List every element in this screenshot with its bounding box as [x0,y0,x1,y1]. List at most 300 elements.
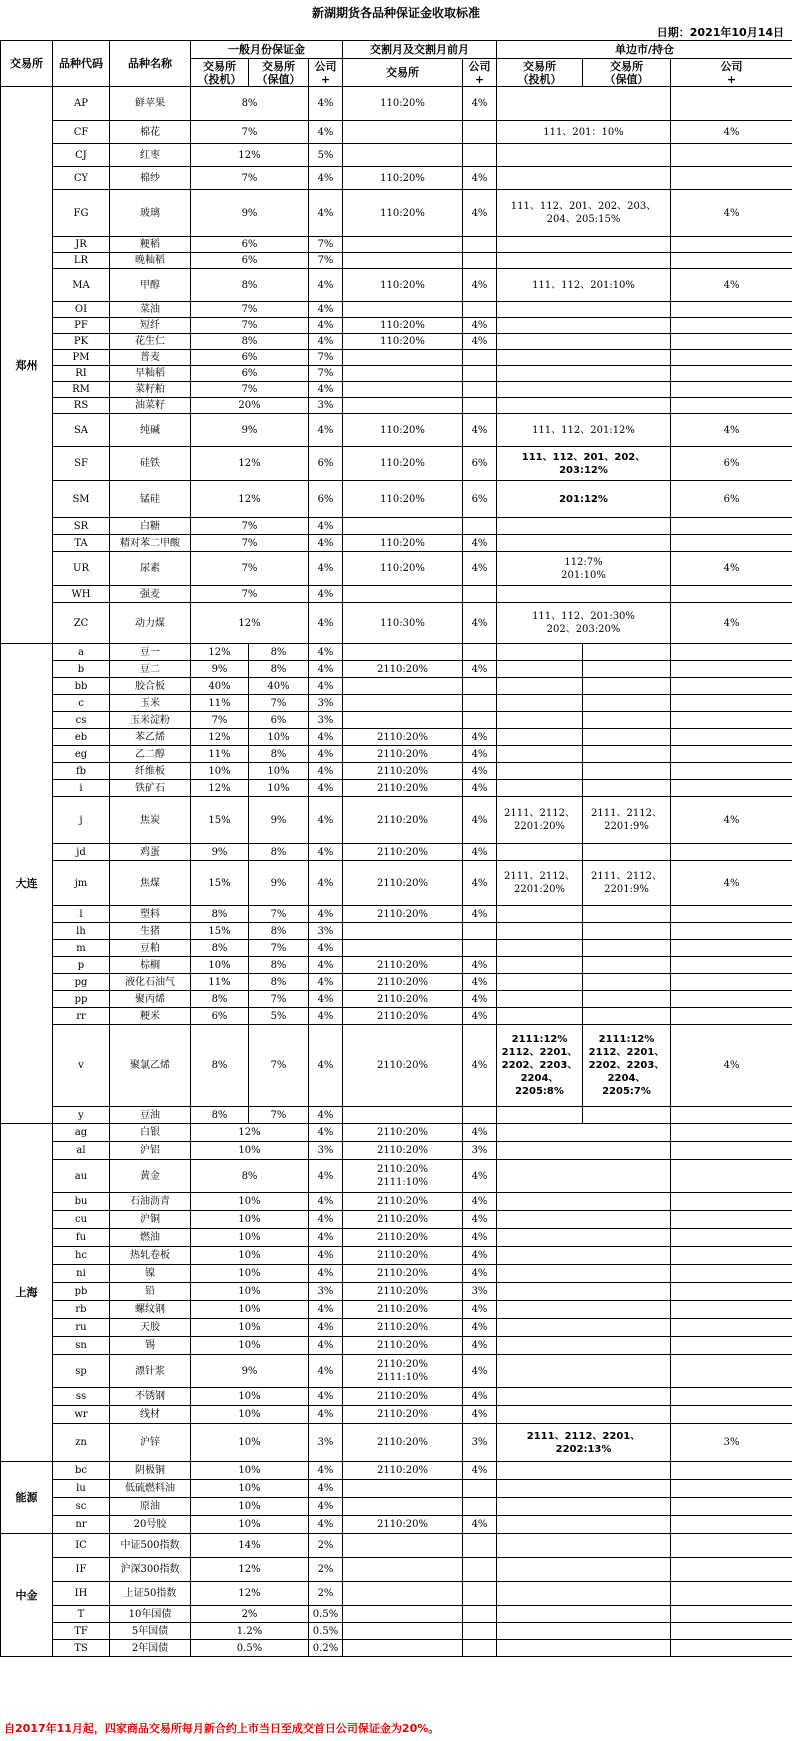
unilateral-company-cell [671,695,792,712]
general-hedge-cell: 7% [249,1107,309,1124]
general-company-cell: 4% [309,586,343,603]
code-cell: bb [53,678,110,695]
unilateral-company-cell [671,1558,792,1582]
unilateral-company-cell [671,1124,792,1142]
general-company-cell: 4% [309,334,343,350]
unilateral-company-cell [671,350,792,366]
header-general-hedge: 交易所 （保值） [249,59,309,87]
general-company-cell: 4% [309,746,343,763]
delivery-company-cell: 4% [463,1008,497,1025]
unilateral-hedge-cell [583,729,671,746]
table-row [1,1606,792,1623]
table-row [1,797,792,844]
unilateral-spec-cell: 2111:12% 2112、2201、 2202、2203、 2204、 2205:8% [497,1025,583,1107]
unilateral-company-cell [671,923,792,940]
general-margin-cell: 7% [191,121,309,144]
delivery-exchange-cell: 2110:20% [343,1193,463,1211]
code-cell: SR [53,518,110,535]
delivery-company-cell [463,366,497,382]
delivery-company-cell: 4% [463,190,497,237]
unilateral-hedge-cell [583,991,671,1008]
general-margin-cell: 6% [191,350,309,366]
name-cell: 玉米 [110,695,191,712]
code-cell: UR [53,552,110,586]
general-company-cell: 4% [309,957,343,974]
general-company-cell: 4% [309,861,343,906]
page-title: 新湖期货各品种保证金收取标准 [311,6,480,20]
table-row [1,481,792,518]
unilateral-company-cell [671,1516,792,1534]
unilateral-exchange-cell: 111、112、201:10% [497,269,671,302]
unilateral-company-cell [671,1247,792,1265]
code-cell: jm [53,861,110,906]
general-margin-cell: 8% [191,269,309,302]
delivery-exchange-cell [343,253,463,269]
delivery-company-cell: 4% [463,1301,497,1319]
unilateral-hedge-cell: 2111、2112、 2201:9% [583,861,671,906]
delivery-company-cell [463,1623,497,1640]
unilateral-company-cell [671,1211,792,1229]
unilateral-company-cell [671,1498,792,1516]
delivery-exchange-cell: 2110:20% [343,1265,463,1283]
unilateral-line: 201:10% [561,569,606,581]
delivery-exchange-cell [343,586,463,603]
table-row [1,991,792,1008]
code-cell: SM [53,481,110,518]
general-company-cell: 3% [309,1424,343,1462]
header-unilateral-hedge: 交易所 （保值） [583,59,671,87]
unilateral-exchange-cell [497,1124,671,1142]
table-row [1,644,792,661]
general-margin-cell: 10% [191,1319,309,1337]
general-company-cell: 4% [309,414,343,447]
delivery-exchange-cell: 2110:20% [343,1247,463,1265]
code-cell: al [53,1142,110,1160]
delivery-company-cell [463,1480,497,1498]
general-margin-cell: 10% [191,1406,309,1424]
name-cell: 乙二醇 [110,746,191,763]
unilateral-hedge-cell [583,780,671,797]
unilateral-exchange-cell [497,87,671,121]
general-margin-cell: 12% [191,603,309,644]
table-row [1,1337,792,1355]
unilateral-company-cell [671,167,792,190]
unilateral-exchange-cell [497,144,671,167]
delivery-company-cell [463,644,497,661]
table-row [1,780,792,797]
unilateral-company-cell [671,237,792,253]
table-row [1,763,792,780]
general-hedge-cell: 8% [249,746,309,763]
general-company-cell: 4% [309,1319,343,1337]
unilateral-exchange-cell [497,1480,671,1498]
delivery-exchange-cell: 2110:20% [343,1142,463,1160]
unilateral-hedge-cell [583,940,671,957]
general-company-cell: 0.2% [309,1640,343,1657]
delivery-exchange-cell: 2110:20% [343,1319,463,1337]
unilateral-line: 112:7% [564,556,603,568]
unilateral-company-cell [671,1582,792,1606]
unilateral-exchange-cell [497,586,671,603]
name-cell: 聚丙烯 [110,991,191,1008]
name-cell: 鸡蛋 [110,844,191,861]
unilateral-company-cell [671,678,792,695]
exchange-cell: 能源 [1,1462,53,1534]
name-cell: 晚籼稻 [110,253,191,269]
unilateral-company-cell: 4% [671,1025,792,1107]
general-company-cell: 4% [309,269,343,302]
unilateral-company-cell [671,1193,792,1211]
delivery-company-cell: 4% [463,87,497,121]
code-cell: i [53,780,110,797]
name-cell: 短纤 [110,318,191,334]
unilateral-company-cell: 4% [671,603,792,644]
unilateral-exchange-cell [497,1319,671,1337]
general-company-cell: 4% [309,974,343,991]
header-exchange: 交易所 [1,41,53,87]
unilateral-exchange-cell [497,1640,671,1657]
name-cell: 锰硅 [110,481,191,518]
general-margin-cell: 10% [191,1265,309,1283]
delivery-company-cell [463,1534,497,1558]
delivery-company-cell: 6% [463,481,497,518]
general-company-cell: 4% [309,1025,343,1107]
unilateral-company-cell [671,144,792,167]
unilateral-company-cell [671,906,792,923]
general-spec-cell: 11% [191,695,249,712]
delivery-company-cell [463,1558,497,1582]
general-company-cell: 4% [309,190,343,237]
delivery-company-cell [463,586,497,603]
delivery-exchange-cell: 2110:20% [343,844,463,861]
header-delivery: 交割月及交割月前月 [343,41,497,59]
general-margin-cell: 10% [191,1193,309,1211]
delivery-company-cell: 4% [463,414,497,447]
delivery-company-cell: 4% [463,1265,497,1283]
general-company-cell: 2% [309,1582,343,1606]
unilateral-spec-cell [497,991,583,1008]
general-company-cell: 4% [309,1107,343,1124]
general-hedge-cell: 10% [249,780,309,797]
unilateral-company-cell [671,1107,792,1124]
unilateral-exchange-cell [497,398,671,414]
general-company-cell: 3% [309,398,343,414]
unilateral-hedge-cell [583,974,671,991]
delivery-exchange-cell: 110:20% [343,167,463,190]
unilateral-exchange-cell [497,1498,671,1516]
general-hedge-cell: 8% [249,844,309,861]
table-row [1,1424,792,1462]
general-company-cell: 4% [309,302,343,318]
delivery-company-cell [463,121,497,144]
general-spec-cell: 15% [191,797,249,844]
general-spec-cell: 9% [191,661,249,678]
general-margin-cell: 7% [191,167,309,190]
general-margin-cell: 12% [191,1558,309,1582]
general-company-cell: 4% [309,1388,343,1406]
delivery-company-cell: 3% [463,1283,497,1301]
name-cell: 热轧卷板 [110,1247,191,1265]
general-margin-cell: 8% [191,1160,309,1193]
table-row [1,1516,792,1534]
name-cell: 沪深300指数 [110,1558,191,1582]
unilateral-company-cell [671,1462,792,1480]
unilateral-hedge-cell [583,644,671,661]
name-cell: 胶合板 [110,678,191,695]
delivery-exchange-cell: 2110:20% [343,1388,463,1406]
unilateral-exchange-cell [497,302,671,318]
code-cell: MA [53,269,110,302]
general-spec-cell: 7% [191,712,249,729]
name-cell: 阴极铜 [110,1462,191,1480]
delivery-company-cell: 3% [463,1142,497,1160]
delivery-company-cell: 4% [463,1388,497,1406]
code-cell: c [53,695,110,712]
footer-note: 自2017年11月起，四家商品交易所每月新合约上市当日至成交首日公司保证金为20%。 [4,1722,440,1735]
delivery-exchange-cell: 2110:20% [343,1516,463,1534]
unilateral-exchange-cell [497,1558,671,1582]
delivery-exchange-cell [343,237,463,253]
unilateral-company-cell [671,1480,792,1498]
name-cell: 豆粕 [110,940,191,957]
code-cell: eg [53,746,110,763]
name-cell: 甲醇 [110,269,191,302]
header-name: 品种名称 [110,41,191,87]
general-hedge-cell: 8% [249,923,309,940]
delivery-company-cell [463,712,497,729]
unilateral-exchange-cell [497,318,671,334]
unilateral-company-cell: 4% [671,190,792,237]
unilateral-hedge-cell [583,1008,671,1025]
unilateral-hedge-cell [583,712,671,729]
exchange-cell: 大连 [1,644,53,1124]
unilateral-company-cell [671,302,792,318]
delivery-company-cell [463,678,497,695]
general-company-cell: 4% [309,1124,343,1142]
exchange-cell: 中金 [1,1534,53,1657]
name-cell: 上证50指数 [110,1582,191,1606]
unilateral-hedge-cell [583,1107,671,1124]
unilateral-company-cell [671,1388,792,1406]
unilateral-hedge-cell [583,695,671,712]
general-company-cell: 4% [309,121,343,144]
general-company-cell: 5% [309,144,343,167]
unilateral-hedge-cell [583,844,671,861]
table-row [1,1582,792,1606]
table-row [1,350,792,366]
delivery-company-cell [463,350,497,366]
general-hedge-cell: 7% [249,1025,309,1107]
general-company-cell: 4% [309,87,343,121]
general-hedge-cell: 7% [249,940,309,957]
unilateral-exchange-cell [497,552,671,586]
name-cell: 2年国债 [110,1640,191,1657]
code-cell: PK [53,334,110,350]
general-company-cell: 4% [309,1301,343,1319]
delivery-company-cell: 4% [463,1124,497,1142]
general-company-cell: 4% [309,535,343,552]
table-row [1,1107,792,1124]
table-row [1,87,792,121]
name-cell: 棉纱 [110,167,191,190]
general-company-cell: 7% [309,366,343,382]
unilateral-hedge-cell: 2111、2112、 2201:9% [583,797,671,844]
delivery-company-cell [463,940,497,957]
general-company-cell: 3% [309,923,343,940]
table-row [1,678,792,695]
delivery-company-cell [463,1107,497,1124]
delivery-company-cell: 4% [463,1247,497,1265]
delivery-company-cell: 4% [463,906,497,923]
name-cell: 普麦 [110,350,191,366]
unilateral-exchange-cell [497,1283,671,1301]
unilateral-company-cell [671,1406,792,1424]
delivery-exchange-cell: 2110:20% [343,780,463,797]
general-company-cell: 3% [309,1142,343,1160]
general-margin-cell: 7% [191,302,309,318]
table-row [1,957,792,974]
code-cell: T [53,1606,110,1623]
name-cell: 沪铜 [110,1211,191,1229]
delivery-company-cell [463,398,497,414]
delivery-exchange-cell [343,1606,463,1623]
delivery-exchange-cell: 2110:20% 2111:10% [343,1355,463,1388]
general-spec-cell: 10% [191,763,249,780]
name-cell: 白糖 [110,518,191,535]
name-cell: 焦炭 [110,797,191,844]
general-margin-cell: 6% [191,253,309,269]
table-row [1,1388,792,1406]
general-spec-cell: 6% [191,1008,249,1025]
name-cell: 线材 [110,1406,191,1424]
table-row [1,1247,792,1265]
table-row [1,414,792,447]
unilateral-company-cell [671,974,792,991]
general-company-cell: 0.5% [309,1623,343,1640]
name-cell: 沪锌 [110,1424,191,1462]
code-cell: ru [53,1319,110,1337]
code-cell: CJ [53,144,110,167]
general-margin-cell: 10% [191,1498,309,1516]
general-hedge-cell: 8% [249,661,309,678]
code-cell: fu [53,1229,110,1247]
code-cell: pg [53,974,110,991]
header-general-company: 公司 + [309,59,343,87]
unilateral-spec-cell [497,729,583,746]
general-spec-cell: 8% [191,1107,249,1124]
general-company-cell: 4% [309,780,343,797]
general-spec-cell: 11% [191,974,249,991]
code-cell: sp [53,1355,110,1388]
table-row [1,1301,792,1319]
general-margin-cell: 10% [191,1337,309,1355]
general-spec-cell: 9% [191,844,249,861]
unilateral-company-cell [671,1283,792,1301]
general-margin-cell: 12% [191,447,309,481]
unilateral-exchange-cell [497,1265,671,1283]
code-cell: pp [53,991,110,1008]
unilateral-company-cell [671,518,792,535]
delivery-company-cell [463,382,497,398]
unilateral-exchange-cell [497,1229,671,1247]
table-row [1,318,792,334]
table-row [1,1211,792,1229]
general-company-cell: 2% [309,1534,343,1558]
table-row [1,1283,792,1301]
name-cell: 塑料 [110,906,191,923]
unilateral-hedge-cell: 2111:12% 2112、2201、 2202、2203、 2204、 2205:7% [583,1025,671,1107]
table-row [1,334,792,350]
unilateral-spec-cell: 2111、2112、 2201:20% [497,797,583,844]
code-cell: cu [53,1211,110,1229]
name-cell: 尿素 [110,552,191,586]
code-cell: m [53,940,110,957]
unilateral-exchange-cell: 201:12% [497,481,671,518]
table-row [1,1480,792,1498]
code-cell: a [53,644,110,661]
table-row [1,253,792,269]
delivery-company-cell: 3% [463,1424,497,1462]
unilateral-company-cell [671,1337,792,1355]
general-margin-cell: 12% [191,144,309,167]
name-cell: 石油沥青 [110,1193,191,1211]
general-spec-cell: 8% [191,940,249,957]
unilateral-hedge-cell [583,957,671,974]
general-company-cell: 4% [309,661,343,678]
unilateral-exchange-cell [497,518,671,535]
delivery-exchange-cell: 2110:20% [343,861,463,906]
delivery-exchange-cell: 110:20% [343,481,463,518]
general-spec-cell: 40% [191,678,249,695]
unilateral-exchange-cell [497,1534,671,1558]
table-row [1,398,792,414]
general-company-cell: 4% [309,1516,343,1534]
general-hedge-cell: 5% [249,1008,309,1025]
general-company-cell: 4% [309,678,343,695]
unilateral-company-cell [671,382,792,398]
code-cell: IF [53,1558,110,1582]
general-margin-cell: 2% [191,1606,309,1623]
name-cell: 玉米淀粉 [110,712,191,729]
name-cell: 天胶 [110,1319,191,1337]
name-cell: 红枣 [110,144,191,167]
name-cell: 低硫燃料油 [110,1480,191,1498]
delivery-exchange-cell: 110:20% [343,190,463,237]
table-row [1,603,792,644]
table-row [1,269,792,302]
delivery-exchange-cell [343,1498,463,1516]
code-cell: hc [53,1247,110,1265]
unilateral-exchange-cell [497,350,671,366]
general-company-cell: 4% [309,1193,343,1211]
unilateral-spec-cell [497,940,583,957]
code-cell: sn [53,1337,110,1355]
name-cell: 纯碱 [110,414,191,447]
delivery-company-cell [463,1640,497,1657]
general-company-cell: 4% [309,318,343,334]
unilateral-exchange-cell [497,1406,671,1424]
table-row [1,586,792,603]
unilateral-spec-cell: 2111、2112、 2201:20% [497,861,583,906]
table-row [1,906,792,923]
delivery-company-cell: 6% [463,447,497,481]
name-cell: 油菜籽 [110,398,191,414]
name-cell: 硅铁 [110,447,191,481]
name-cell: 漂针浆 [110,1355,191,1388]
delivery-company-cell: 4% [463,746,497,763]
name-cell: 沪铝 [110,1142,191,1160]
delivery-exchange-cell [343,1582,463,1606]
